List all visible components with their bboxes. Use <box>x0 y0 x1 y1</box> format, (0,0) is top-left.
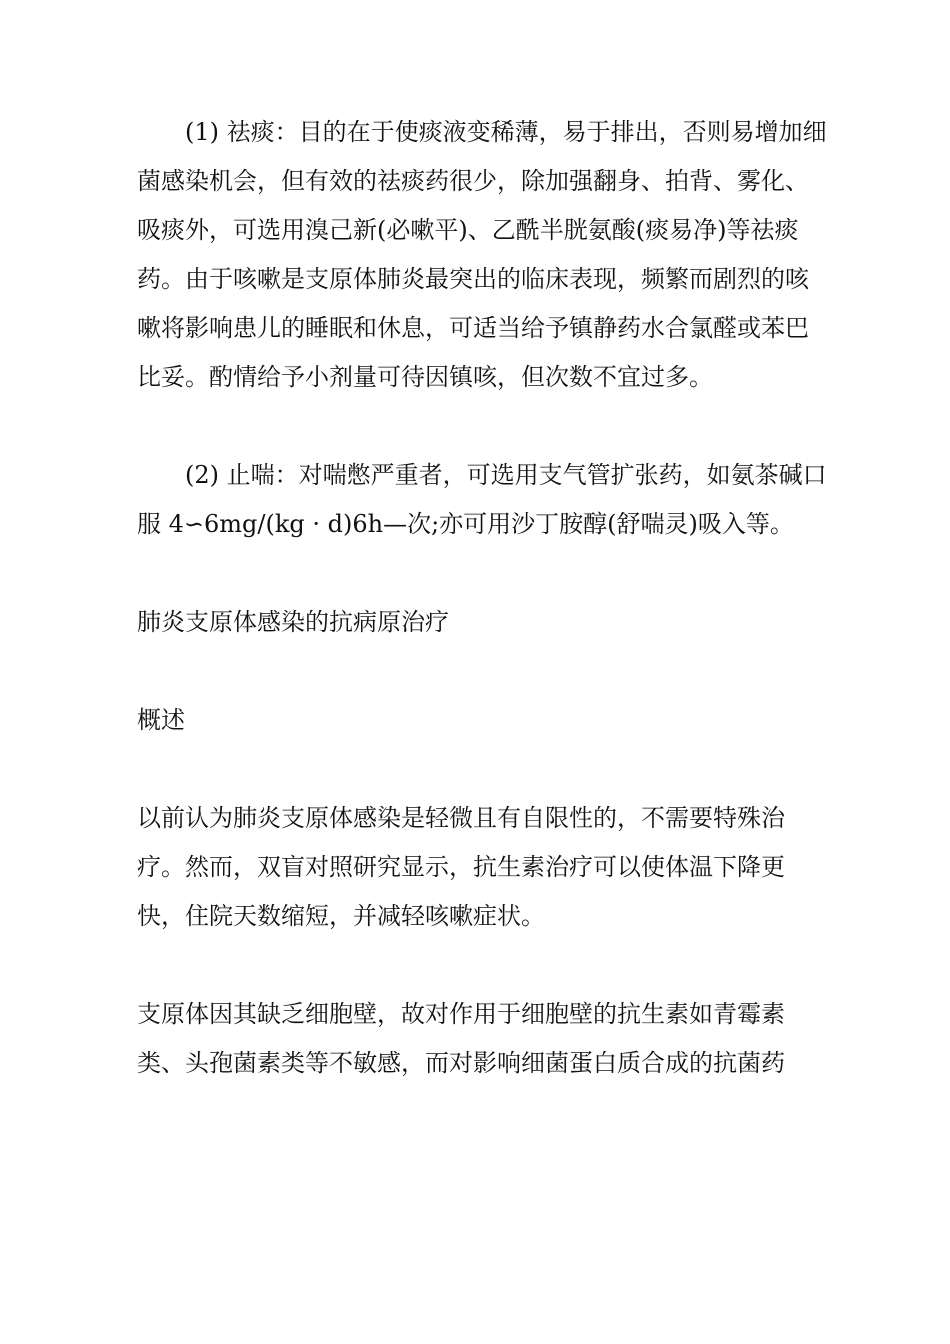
paragraph-expectorant: (1) 祛痰：目的在于使痰液变稀薄，易于排出，否则易增加细菌感染机会，但有效的祛痰药很少，除加强翻身、拍背、雾化、吸痰外，可选用溴己新(必嗽平)、乙酰半胱氨酸(痰易净)等祛痰药。由于咳嗽是支原体肺炎最突出的临床表现，频繁而剧烈的咳嗽将影响患儿的睡眠和休息，可适当给予镇静药水合氯醛或苯巴比妥。酌情给予小剂量可待因镇咳，但次数不宜过多。 <box>137 118 827 391</box>
section-heading-overview: 概述 <box>137 706 185 734</box>
paragraph-cell-wall: 支原体因其缺乏细胞壁，故对作用于细胞壁的抗生素如青霉素类、头孢菌素类等不敏感，而对影响细菌蛋白质合成的抗菌药 <box>137 1000 785 1077</box>
section-heading-antipathogen: 肺炎支原体感染的抗病原治疗 <box>137 608 449 636</box>
paragraph-antiasthmatic: (2) 止喘：对喘憋严重者，可选用支气管扩张药，如氨茶碱口服 4∽6mg/(kg · d)6h—次;亦可用沙丁胺醇(舒喘灵)吸入等。 <box>137 461 827 538</box>
paragraph-overview-text: 以前认为肺炎支原体感染是轻微且有自限性的，不需要特殊治疗。然而，双盲对照研究显示，抗生素治疗可以使体温下降更快，住院天数缩短，并减轻咳嗽症状。 <box>137 804 785 930</box>
document-body <box>137 108 827 1088</box>
